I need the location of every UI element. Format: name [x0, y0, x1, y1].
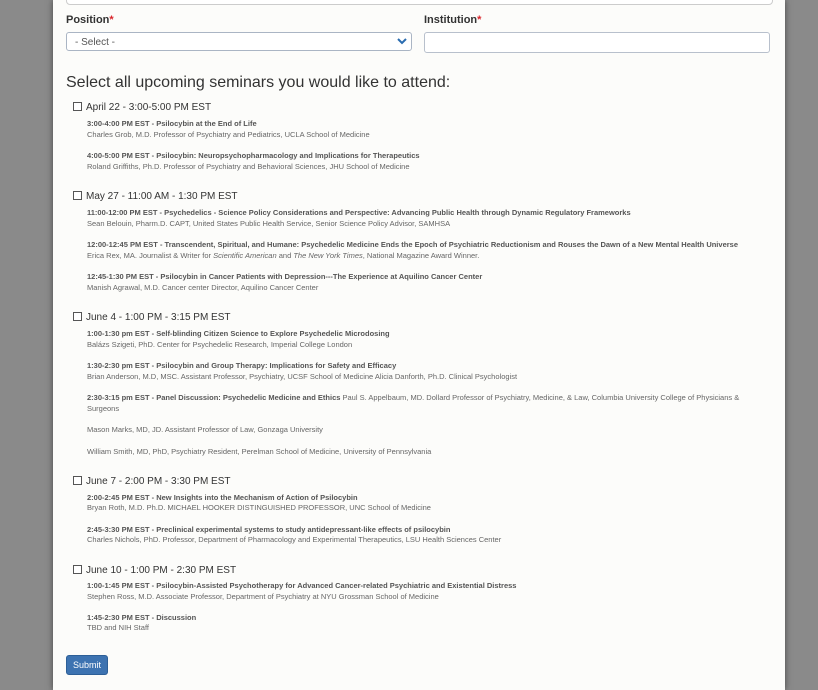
talk-speaker: Mason Marks, MD, JD. Assistant Professor of Law, Gonzaga University: [87, 425, 323, 434]
talk-speaker: Bryan Roth, M.D. Ph.D. MICHAEL HOOKER DISTINGUISHED PROFESSOR, UNC School of Medicine: [87, 503, 431, 512]
required-mark: *: [109, 14, 114, 26]
seminar-checkbox[interactable]: [73, 565, 82, 574]
talk-title: 3:00-4:00 PM EST - Psilocybin at the End of Life: [87, 119, 257, 128]
seminar-option-may-27[interactable]: [73, 191, 238, 202]
talk-speaker: William Smith, MD, PhD, Psychiatry Resident, Perelman School of Medicine, University of Pennsylvania: [87, 447, 432, 456]
seminar-title: June 10 - 1:00 PM - 2:30 PM EST: [86, 565, 237, 576]
submit-button[interactable]: Submit: [66, 655, 108, 675]
talk-speaker: Surgeons: [87, 404, 120, 413]
previous-input-field[interactable]: [66, 0, 773, 5]
seminar-checkbox[interactable]: [73, 102, 82, 111]
seminar-title: June 4 - 1:00 PM - 3:15 PM EST: [86, 312, 231, 323]
required-mark: *: [477, 14, 482, 26]
seminar-checkbox[interactable]: [73, 312, 82, 321]
talk-title: 11:00-12:00 PM EST - Psychedelics - Science Policy Considerations and Perspective: Advancing Public Health through Dynamic Regulatory Frameworks: [87, 208, 631, 217]
seminar-option-june-10[interactable]: [73, 565, 236, 576]
talk-speaker: Sean Belouin, Pharm.D. CAPT, United States Public Health Service, Senior Science Policy Advisor, SAMHSA: [87, 219, 451, 228]
form-page: [53, 0, 785, 690]
talk-speaker: Balázs Szigeti, PhD. Center for Psychedelic Research, Imperial College London: [87, 340, 353, 349]
talk-speaker: Stephen Ross, M.D. Associate Professor, Department of Psychiatry at NYU Grossman School of Medicine: [87, 592, 439, 601]
seminars-heading: Select all upcoming seminars you would like to attend:: [66, 74, 451, 91]
talk-title: 12:45-1:30 PM EST - Psilocybin in Cancer Patients with Depression---The Experience at Aquilino Cancer Center: [87, 272, 483, 281]
position-select[interactable]: [66, 32, 412, 51]
talk-title: 4:00-5:00 PM EST - Psilocybin: Neuropsychopharmacology and Implications for Therapeutics: [87, 151, 420, 160]
seminar-title: June 7 - 2:00 PM - 3:30 PM EST: [86, 476, 231, 487]
talk-title: 1:00-1:30 pm EST - Self-blinding Citizen Science to Explore Psychedelic Microdosing: [87, 329, 390, 338]
talk-title: 1:00-1:45 PM EST - Psilocybin-Assisted Psychotherapy for Advanced Cancer-related Psychiatric and Existential Distress: [87, 581, 517, 590]
seminar-checkbox[interactable]: [73, 476, 82, 485]
talk-speaker: Charles Nichols, PhD. Professor, Department of Pharmacology and Experimental Therapeutics, LSU Health Sciences Center: [87, 535, 502, 544]
position-selected-value: - Select -: [75, 37, 116, 48]
talk-title: 2:00-2:45 PM EST - New Insights into the Mechanism of Action of Psilocybin: [87, 493, 358, 502]
talk-speaker: Roland Griffiths, Ph.D. Professor of Psychiatry and Behavioral Sciences, JHU School of Medicine: [87, 162, 410, 171]
seminar-option-june-7[interactable]: [73, 476, 231, 487]
talk-title: 1:45-2:30 PM EST - Discussion: [87, 613, 197, 622]
institution-input[interactable]: [424, 32, 770, 53]
talk-title: 2:30-3:15 pm EST - Panel Discussion: Psychedelic Medicine and Ethics Paul S. Appelbaum, MD. Dollard Professor of Psychiatry, Medicine, & Law, Columbia University College of Physicians &: [87, 393, 740, 402]
seminar-option-june-4[interactable]: [73, 312, 231, 323]
talk-title: 12:00-12:45 PM EST - Transcendent, Spiritual, and Humane: Psychedelic Medicine Ends the Epoch of Psychiatric Reductionism and Rouses the Dawn of a New Mental Health Universe: [87, 240, 738, 249]
talk-speaker: Manish Agrawal, M.D. Cancer center Director, Aquilino Cancer Center: [87, 283, 319, 292]
seminar-title: May 27 - 11:00 AM - 1:30 PM EST: [86, 191, 238, 202]
talk-speaker: TBD and NIH Staff: [87, 623, 149, 632]
talk-speaker: Brian Anderson, M.D, MSC. Assistant Professor, Psychiatry, UCSF School of Medicine Alicia Danforth, Ph.D. Clinical Psychologist: [87, 372, 518, 381]
talk-speaker: Charles Grob, M.D. Professor of Psychiatry and Pediatrics, UCLA School of Medicine: [87, 130, 370, 139]
seminar-title: April 22 - 3:00-5:00 PM EST: [86, 102, 212, 113]
institution-label: Institution*: [424, 14, 482, 26]
position-label: Position*: [66, 14, 114, 26]
talk-speaker: Erica Rex, MA. Journalist & Writer for Scientific American and The New York Times, National Magazine Award Winner.: [87, 251, 480, 260]
talk-title: 2:45-3:30 PM EST - Preclinical experimental systems to study antidepressant-like effects of psilocybin: [87, 525, 451, 534]
talk-title: 1:30-2:30 pm EST - Psilocybin and Group Therapy: Implications for Safety and Efficacy: [87, 361, 397, 370]
seminar-option-april-22[interactable]: [73, 102, 211, 113]
seminar-checkbox[interactable]: [73, 191, 82, 200]
chevron-down-icon: [396, 36, 408, 46]
